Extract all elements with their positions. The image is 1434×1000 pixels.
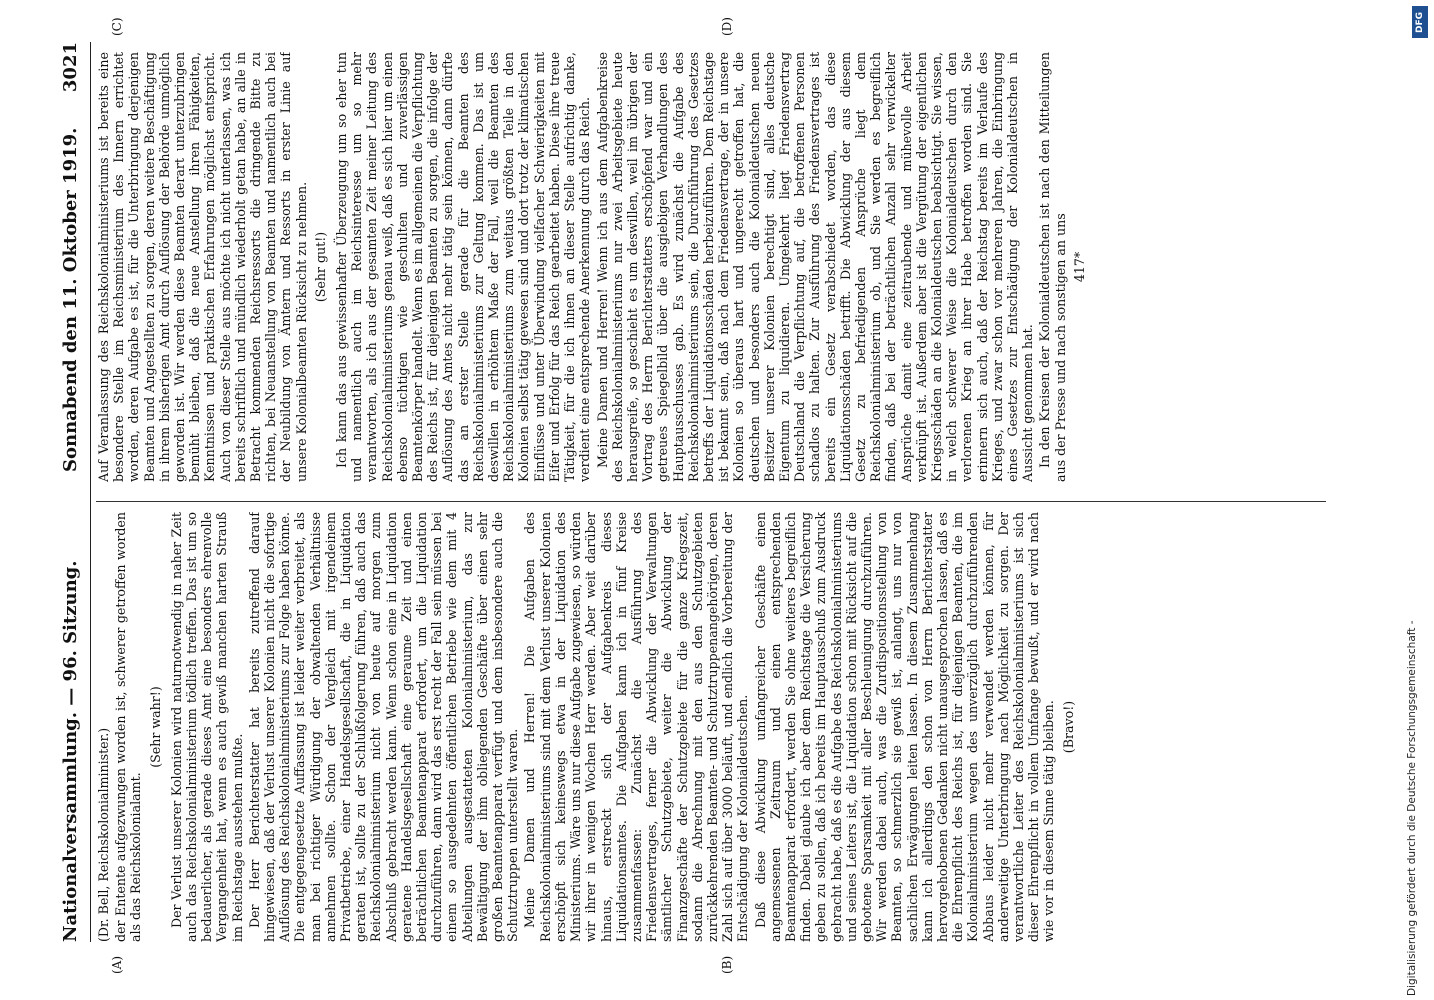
margin-letter-d: (D) (720, 17, 734, 36)
paragraph: Der Herr Berichterstatter hat bereits zutreffend darauf hingewiesen, daß der Verlust unserer Kolonien nicht die sofortige Auflösung des Reichskolonialministeriums zur Folge haben könne. Die entgegengesetzte Auffassung ist leider weiter verbreitet, als man bei richtiger Würdigung der obwaltenden Verhältnisse annehmen sollte. Schon der Vergleich mit irgendeinem Privatbetriebe, einer Handelsgesellschaft, die in Liquidation geraten ist, sollte zu der Schlußfolgerung führen, daß auch das Reichskolonialministerium nicht von heute auf morgen zum Abschluß gebracht werden kann. Wenn schon eine in Liquidation geratene Handelsgesellschaft eine geraume Zeit und einen beträchtlichen Beamtenapparat erfordert, um die Liquidation durchzuführen, dann wird das erst recht der Fall sein müssen bei einem so ausgedehnten öffentlichen Betriebe wie dem mit 4 Abteilungen ausgestatteten Kolonialministerium, das zur Bewältigung der ihm obliegenden Geschäfte über einen sehr großen Beamtenapparat verfügt und dem insbesondere auch die Schutztruppen unterstellt waren. (246, 512, 521, 942)
right-column (96, 52, 1346, 482)
page-number: 3021 (60, 42, 81, 93)
interjection: (Sehr gut!) (312, 231, 328, 303)
paragraph: Auf Veranlassung des Reichskolonialministeriums ist bereits eine besondere Stelle im Reichsministerium des Innern errichtet worden, deren Aufgabe es ist, für die Unterbringung derjenigen Beamten und Angestellten zu sorgen, deren weitere Beschäftigung in ihrem bisherigen Amt durch Auflösung der Behörde unmöglich geworden ist. Wir werden diese Beamten derart unterzubringen bemüht bleiben, daß die neue Anstellung ihren Fähigkeiten, Kenntnissen und praktischen Erfahrungen möglichst entspricht. Auch von dieser Stelle aus möchte ich nicht unterlassen, was ich bereits schriftlich und mündlich wiederholt getan habe, an alle in Betracht kommenden Reichsressorts die dringende Bitte zu richten, bei Neuanstellung von Beamten und namentlich auch bei der Neubildung von Ämtern und Ressorts in erster Linie auf unsere Kolonialbeamten Rücksicht zu nehmen. (96, 52, 309, 482)
page-header (50, 42, 91, 942)
paragraph: der Entente aufgezwungen worden ist, schwerer getroffen worden als das Reichskolonialamt. (113, 512, 144, 942)
column-divider (96, 501, 1326, 502)
margin-letter-a: (A) (110, 955, 124, 974)
header-date: Sonnabend den 11. Oktober 1919. (60, 127, 81, 472)
margin-letter-c: (C) (110, 17, 124, 36)
header-left: Nationalversammlung. — 96. Sitzung. (60, 560, 81, 942)
dfg-logo: DFG (1412, 6, 1428, 38)
paragraph: Meine Damen und Herren! Wenn ich aus dem Aufgabenkreise des Reichskolonialministeriums nur zwei Arbeitsgebiete heute herausgreife, so geschieht es um deswillen, weil im übrigen der Vortrag des Herrn Berichterstatters erschöpfend war und ein getreues Spiegelbild über die ausgiebigen Verhandlungen des Hauptausschusses gab. Es wird zunächst die Aufgabe des Reichskolonialministeriums sein, die Durchführung des Gesetzes betreffs der Liquidationsschäden herbeizuführen. Dem Reichstage ist bekannt sein, daß nach dem Friedensvertrage, der in unsere Kolonien so überaus hart und ungerecht getroffen hat, die deutschen und besonders auch die Kolonialdeutschen neuen Besitzer unserer Kolonien berechtigt sind, alles deutsche Eigentum zu liquidieren. Umgekehrt liegt Friedensvertrag Deutschland die Verpflichtung auf, die betroffenen Personen schadlos zu halten. Zur Ausführung des Friedensvertrages ist bereits ein Gesetz verabschiedet worden, das diese Liquidationsschäden betrifft. Die Abwicklung der aus diesem Gesetz zu befriedigenden Ansprüche liegt dem Reichskolonialministerium ob, und Sie werden es begreiflich finden, daß bei der beträchtlichen Anzahl sehr verwickelter Ansprüche damit eine zeitraubende und mühevolle Arbeit verknüpft ist. Außerdem aber ist die Vergütung der eigentlichen Kriegsschäden an die Kolonialdeutschen beabsichtigt. Sie wissen, in welch schwerer Weise die Kolonialdeutschen durch den verlorenen Krieg an ihrer Habe betroffen worden sind. Sie erinnern sich auch, daß der Reichstag bereits im Verlaufe des Krieges, und zwar schon vor mehreren Jahren, die Einbringung eines Gesetzes zur Entschädigung der Kolonialdeutschen in Aussicht genommen hat. (594, 52, 1036, 482)
speaker-line: (Dr. Bell, Reichskolonialminister.) (96, 727, 111, 942)
digitization-note: Digitalisierung gefördert durch die Deutsche Forschungsgemeinschaft - (1406, 620, 1418, 996)
paragraph: Daß diese Abwicklung umfangreicher Geschäfte einen angemessenen Zeitraum und einen entsprechenden Beamtenapparat erfordert, werden Sie ohne weiteres begreiflich finden. Dabei glaube ich aber dem Reichstage die Versicherung geben zu sollen, daß ich bereits im Hauptausschuß zum Ausdruck gebracht habe, daß es die Aufgabe des Reichskolonialministeriums und seines Leiters ist, die Liquidation schon mit Rücksicht auf die gebotene Sparsamkeit mit aller Beschleunigung durchzuführen. Wir werden dabei auch, was die Zurdispositionsstellung von Beamten, so schmerzlich sie gewiß ist, anlangt, uns nur von sachlichen Erwägungen leiten lassen. In diesem Zusammenhang kann ich allerdings den schon von Herrn Berichterstatter hervorgehobenen Gedanken nicht unausgesprochen lassen, daß es die Ehrenpflicht des Reichs ist, für diejenigen Beamten, die im Kolonialministerium wegen des unverzüglich durchzuführenden Abbaus leider nicht mehr verwendet werden können, für anderweitige Unterbringung nach Möglichkeit zu sorgen. Der verantwortliche Leiter des Reichskolonialministeriums ist sich dieser Ehrenpflicht in vollem Umfange bewußt, und er wird nach wie vor in diesem Sinne tätig bleiben. (752, 512, 1057, 942)
interjection: (Bravo!) (1060, 700, 1076, 754)
paragraph: Ich kann das aus gewissenhafter Überzeugung um so eher tun und namentlich auch im Reichsinteresse um so mehr verantworten, als ich aus der gesamten Zeit meiner Leitung des Reichskolonialministeriums genau weiß, daß es sich hier um einen ebenso tüchtigen wie geschulten und zuverlässigen Beamtenkörper handelt. Wenn es im allgemeinen die Verpflichtung des Reichs ist, für diejenigen Beamten zu sorgen, die infolge der Auflösung des Amtes nicht mehr tätig sein können, dann dürfte das an erster Stelle gerade für die Beamten des Reichskolonialministeriums zur Geltung kommen. Das ist um deswillen in erhöhtem Maße der Fall, weil die Beamten des Reichskolonialministeriums zum weitaus größten Teile in den Kolonien selbst tätig gewesen sind und dort trotz der klimatischen Einflüsse und unter Überwindung vielfacher Schwierigkeiten mit Eifer und Erfolg für das Reich gearbeitet haben. Diese ihre treue Tätigkeit, für die ich ihnen an dieser Stelle aufrichtig danke, verdient eine entsprechende Anerkennung durch das Reich. (334, 52, 593, 482)
left-column (96, 512, 1346, 942)
signature-mark: 417* (1071, 251, 1087, 283)
paragraph: Der Verlust unserer Kolonien wird naturnotwendig in naher Zeit auch das Reichskolonialministerium tödlich treffen. Das ist um so bedauerlicher, als gerade dieses Amt eine besonders ehrenvolle Vergangenheit hat, wenn es auch gewiß manchen harten Strauß im Reichstage ausstehen mußte. (168, 512, 245, 942)
interjection: (Sehr wahr!) (147, 686, 163, 768)
margin-letter-b: (B) (720, 955, 734, 974)
paragraph: In den Kreisen der Kolonialdeutschen ist nach den Mitteilungen aus der Presse und nach sonstigen an uns (1037, 52, 1068, 482)
document-page (30, 0, 1410, 1000)
paragraph: Meine Damen und Herren! Die Aufgaben des Reichskolonialministeriums sind mit dem Verlust unserer Kolonien erschöpft sich keineswegs etwa in der Liquidation des Ministeriums. Wäre uns nur diese Aufgabe zugewiesen, so würden wir ihrer in wenigen Wochen Herr werden. Aber weit darüber hinaus, erstreckt sich der Aufgabenkreis dieses Liquidationsamtes. Die Aufgaben kann ich in fünf Kreise zusammenfassen: Zunächst die Ausführung des Friedensvertrages, ferner die Abwicklung der Verwaltungen sämtlicher Schutzgebiete, weiter die Abwicklung der Finanzgeschäfte der Schutzgebiete für die ganze Kriegszeit, sodann die Abrechnung mit den aus den Schutzgebieten zurückkehrenden Beamten- und Schutztruppenangehörigen, deren Zahl sich auf über 3000 beläuft, und endlich die Vorbereitung der Entschädigung der Kolonialdeutschen. (522, 512, 751, 942)
